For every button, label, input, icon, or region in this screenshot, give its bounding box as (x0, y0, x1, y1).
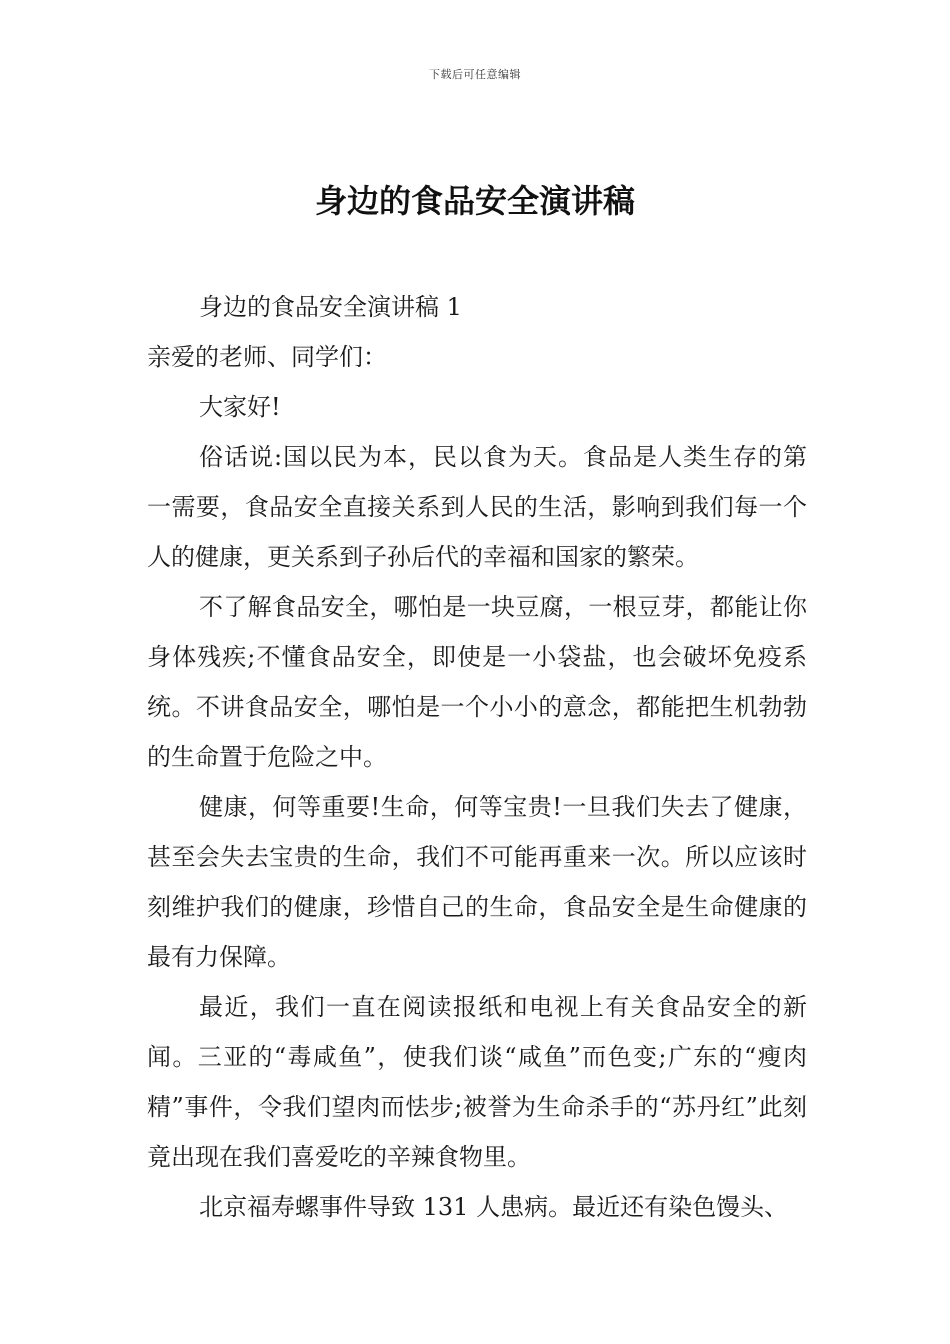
greeting: 大家好! (199, 393, 281, 421)
document-body (147, 282, 807, 1232)
document-title: 身边的食品安全演讲稿 (314, 182, 635, 220)
speech-subtitle: 身边的食品安全演讲稿 1 (199, 293, 462, 321)
paragraph-1: 俗话说:国以民为本，民以食为天。食品是人类生存的第一需要，食品安全直接关系到人民的生活，影响到我们每一个人的健康，更关系到子孙后代的幸福和国家的繁荣。 (147, 443, 807, 571)
paragraph-3: 健康，何等重要!生命，何等宝贵!一旦我们失去了健康，甚至会失去宝贵的生命，我们不可能再重来一次。所以应该时刻维护我们的健康，珍惜自己的生命，食品安全是生命健康的最有力保障。 (147, 793, 807, 971)
header-note: 下载后可任意编辑 (429, 68, 521, 81)
salutation: 亲爱的老师、同学们： (147, 343, 387, 371)
paragraph-4: 最近，我们一直在阅读报纸和电视上有关食品安全的新闻。三亚的“毒咸鱼”，使我们谈“咸鱼”而色变;广东的“瘦肉精”事件，令我们望肉而怯步;被誉为生命杀手的“苏丹红”此刻竟出现在我们喜爱吃的辛辣食物里。 (147, 993, 807, 1171)
paragraph-5: 北京福寿螺事件导致 131 人患病。最近还有染色馒头、 (199, 1193, 789, 1221)
paragraph-2: 不了解食品安全，哪怕是一块豆腐，一根豆芽，都能让你身体残疾;不懂食品安全，即使是一小袋盐，也会破坏免疫系统。不讲食品安全，哪怕是一个小小的意念，都能把生机勃勃的生命置于危险之中。 (147, 593, 807, 771)
